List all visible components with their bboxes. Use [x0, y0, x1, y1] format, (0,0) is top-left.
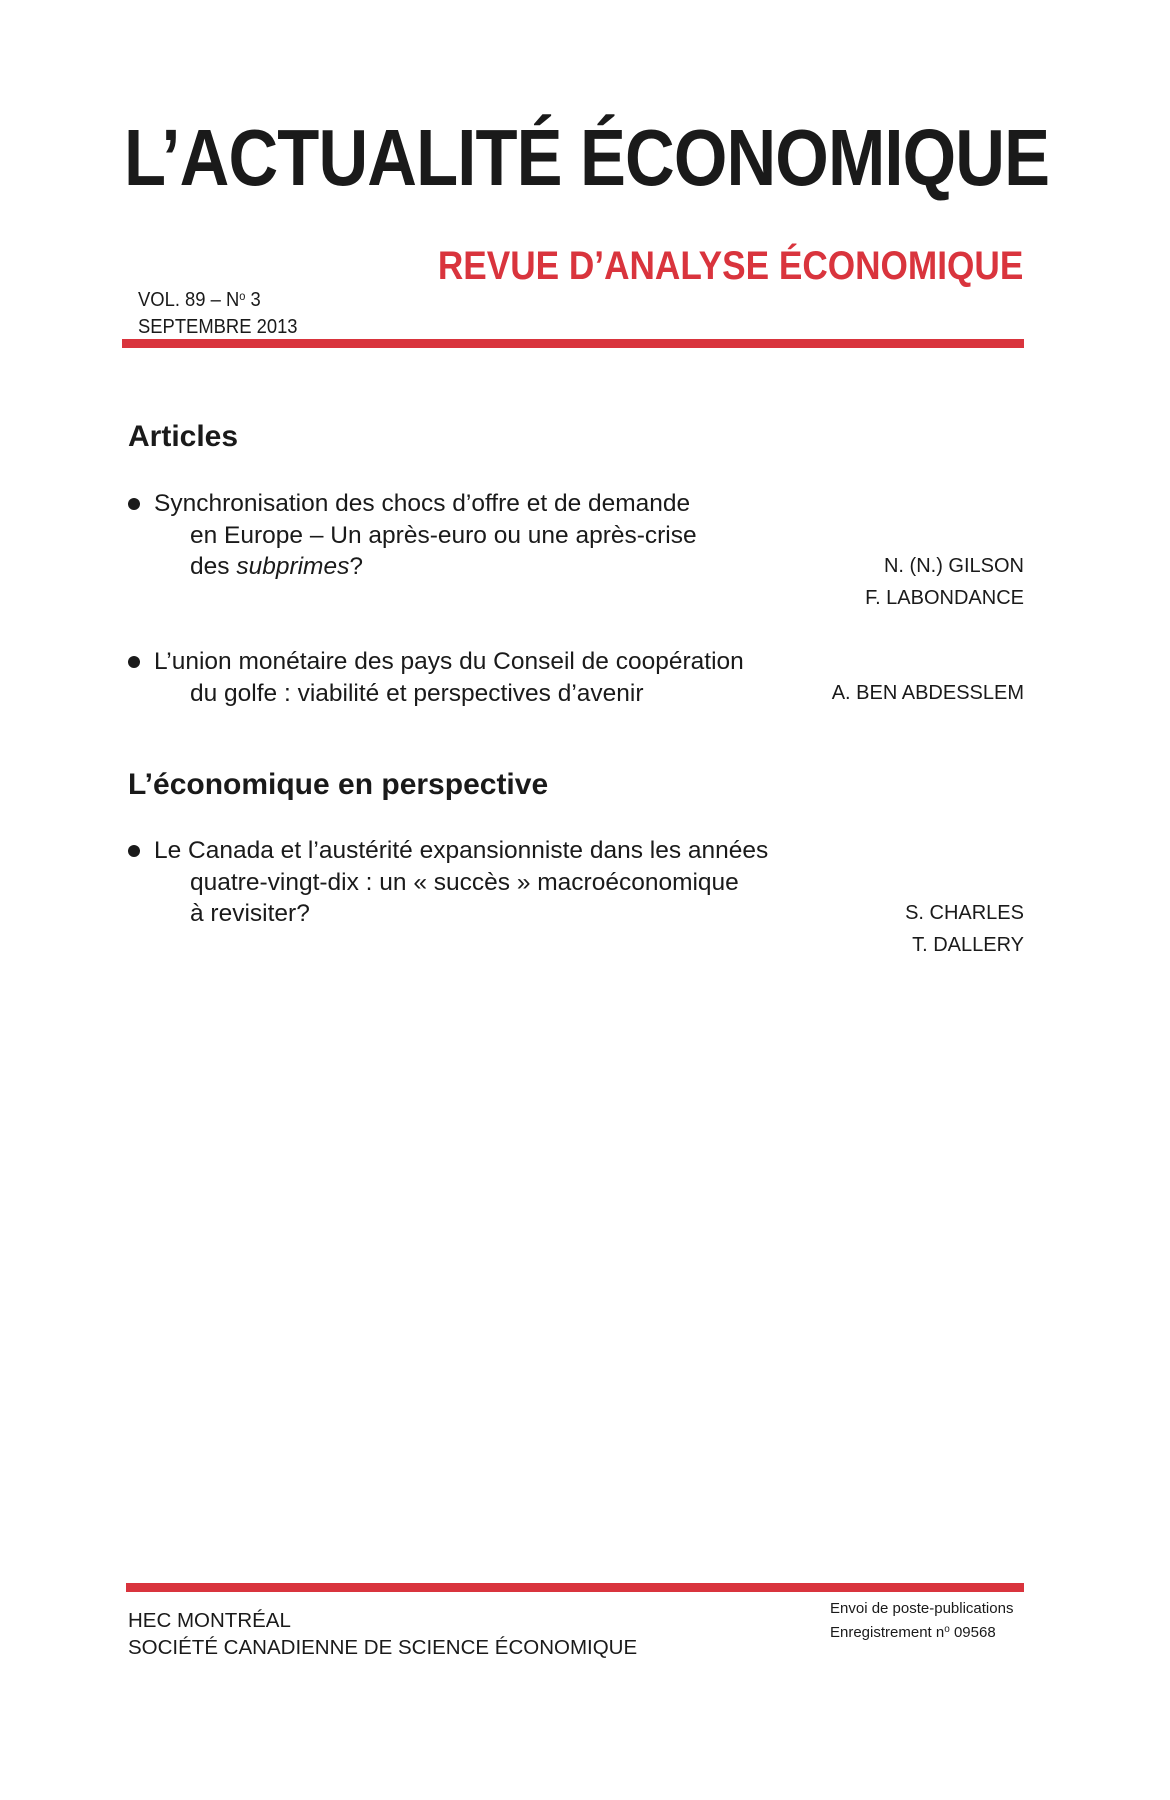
section-heading-perspective: L’économique en perspective	[128, 768, 549, 801]
toc-entry[interactable]	[128, 646, 1024, 709]
entry-title-line: à revisiter?	[190, 900, 310, 927]
registration-prefix: Enregistrement n	[830, 1624, 945, 1641]
entry-title-line: en Europe – Un après-euro ou une après-crise	[190, 521, 697, 549]
mailing-line: Envoi de poste-publications	[830, 1600, 1014, 1617]
entry-authors	[832, 678, 1024, 710]
issue-prefix: VOL. 89 – N	[138, 289, 240, 311]
journal-title: L’ACTUALITÉ ÉCONOMIQUE	[124, 113, 1050, 202]
bottom-divider	[126, 1583, 1024, 1592]
issue-volume-number	[138, 283, 298, 314]
issue-date: SEPTEMBRE 2013	[138, 316, 298, 338]
postal-registration	[830, 1598, 1013, 1643]
author-name: N. (N.) GILSON	[883, 555, 1024, 577]
top-divider	[122, 339, 1024, 348]
issue-number-sup: o	[239, 289, 246, 303]
entry-title-line: L’union monétaire des pays du Conseil de coopération	[154, 648, 744, 675]
journal-subtitle: REVUE D’ANALYSE ÉCONOMIQUE	[437, 244, 1023, 288]
bullet-icon	[128, 498, 140, 510]
toc-entry[interactable]	[128, 488, 1024, 609]
entry-title-italic: subprimes	[236, 553, 350, 580]
entry-title-suffix: ?	[349, 553, 363, 580]
entry-title-line: Synchronisation des chocs d’offre et de demande	[154, 490, 691, 517]
author-name: F. LABONDANCE	[865, 586, 1024, 609]
entry-authors	[905, 898, 1024, 961]
publishers	[128, 1607, 637, 1661]
registration-value: 09568	[949, 1624, 996, 1641]
entry-title-line: quatre-vingt-dix : un « succès » macroéconomique	[190, 868, 739, 896]
entry-title-prefix: des	[190, 553, 237, 580]
author-name: A. BEN ABDESSLEM	[831, 681, 1024, 704]
publisher-scse: SOCIÉTÉ CANADIENNE DE SCIENCE ÉCONOMIQUE	[128, 1636, 638, 1659]
author-name: S. CHARLES	[905, 902, 1024, 924]
registration-number	[830, 1619, 1013, 1643]
publisher-hec: HEC MONTRÉAL	[128, 1609, 291, 1632]
entry-authors	[865, 551, 1024, 614]
entry-title-line: du golfe : viabilité et perspectives d’avenir	[190, 679, 644, 707]
entry-title-line: Le Canada et l’austérité expansionniste dans les années	[154, 837, 769, 864]
toc-entry[interactable]	[128, 835, 1024, 956]
bullet-icon	[128, 845, 140, 857]
section-heading-articles: Articles	[128, 420, 239, 453]
registration-sup: o	[944, 1624, 950, 1635]
issue-info	[138, 283, 298, 341]
bullet-icon	[128, 656, 140, 668]
author-name: T. DALLERY	[912, 933, 1024, 956]
issue-number: 3	[245, 289, 261, 311]
